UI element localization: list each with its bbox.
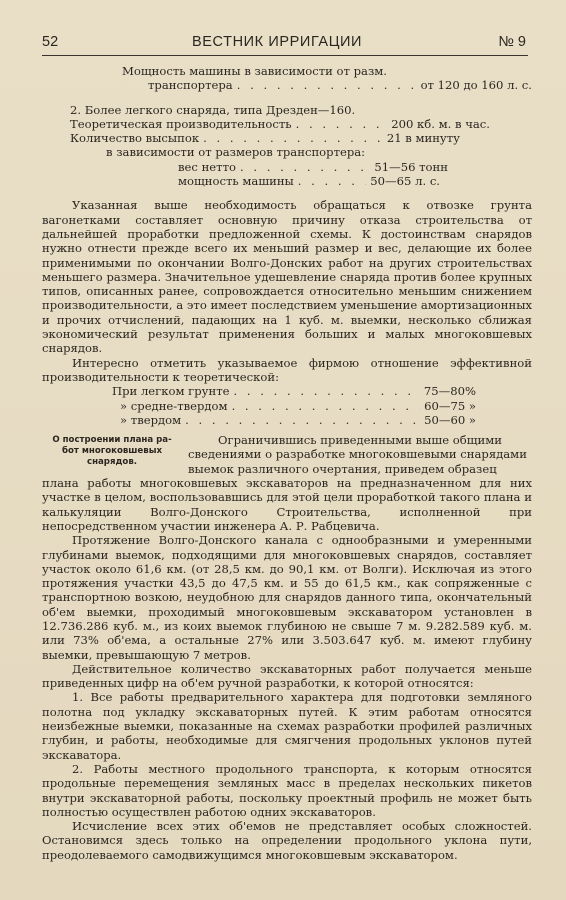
item2-row-2 — [42, 131, 460, 145]
intro-line-1: Мощность машины в зависимости от разм. — [122, 64, 387, 78]
article-body — [42, 64, 532, 862]
efficiency-row3-value: 50—60 » — [424, 412, 476, 427]
efficiency-row1-label: При легком грунте — [112, 384, 230, 399]
paragraph-3: плана работы многоковшевых экскаваторов на предназначенном для них участке в целом, воспользовавшись для этой цели проработкой такого плана и калькуляции Волго-Донского Строительства, исполненной при непосредственном участии инженера А. Р. Рабцевича. — [42, 476, 532, 533]
page-number: 52 — [42, 34, 59, 50]
para3-line-2: сведениями о разработке многоковшевыми снарядами — [188, 447, 527, 462]
sidenote-line-1: О построении плана ра- — [52, 435, 172, 446]
efficiency-row2-label: » средне-твердом — [120, 398, 228, 413]
item2-row4-value: 51—56 тонн — [374, 159, 448, 174]
leader-dots — [185, 413, 420, 427]
paragraph-1: Указанная выше необходимость обращаться к отвозке грунта вагонетками составляет основную причину отказа строительства от дальнейшей проработки предложенной схемы. К достоинствам снарядов нужно отнести прежде всего их меньший размер и вес, делающие их более применимыми по окончании Волго-Донских работ на других строительствах меньшего размера. Значительное удешевление снаряда против более крупных типов, описанных ранее, сопровождается относительно меньшим снижением производительности, а это имеет последствием уменьшение амортизационных и прочих отчислений, падающих на 1 куб. м. выемки, несколько сближая экономический результат применения больших и малых многоковшевых снарядов. — [42, 198, 532, 356]
intro-label: транспортера — [148, 78, 233, 93]
paragraph-4: Протяжение Волго-Донского канала с однообразными и умеренными глубинами выемок, подходящими для многоковшевых снарядов, составляет участок около 61,6 км. (от 28,5 км. до 90,1 км. от Волги). Исключая из этого протяжения участки 43,5 до 47,5 км. и 55 до 61,5 км., как сопряженные с транспортною возкою, неудобною для снарядов данного типа, окончательный об'ем выемки, проходимый многоковшевым экскаватором установлен в 12.736.286 куб. м., из коих выемок глубиною не свыше 7 м. 9.282.589 куб. м. или 73% об'ема, а остальные 27% или 3.503.647 куб. м. имеют глубину выемки, превышающую 7 метров. — [42, 533, 532, 662]
efficiency-row-3 — [42, 413, 476, 427]
item2-row1-value: 200 кб. м. в час. — [391, 116, 490, 131]
paragraph-6: 1. Все работы предварительного характера для подготовки земляного полотна под укладку экскаваторных путей. К этим работам относятся неизбежные выемки, показанные на схемах разработки профилей различных глубин, и работы, необходимые для смягчения продольных уклонов путей экскаватора. — [42, 690, 532, 762]
running-header — [42, 34, 526, 54]
header-rule — [42, 55, 528, 56]
efficiency-row-1 — [42, 384, 476, 398]
leader-dots — [232, 399, 421, 413]
leader-dots — [296, 117, 388, 131]
intro-value: от 120 до 160 л. с. — [420, 78, 532, 93]
issue-number: № 9 — [498, 34, 526, 50]
item2-row1-label: Теоретическая производительность — [70, 116, 292, 131]
item2-row-5 — [42, 174, 440, 188]
margin-heading — [42, 435, 182, 468]
leader-dots — [203, 131, 383, 145]
efficiency-row-2 — [42, 399, 476, 413]
paragraph-2: Интересно отметить указываемое фирмою отношение эффективной производительности к теоретической: — [42, 355, 532, 384]
sidenote-line-3: снарядов. — [86, 457, 138, 468]
leader-dots — [237, 78, 417, 92]
para3-line-3: выемок различного очертания, приведем образец — [188, 461, 497, 476]
item2-row2-value: 21 в минуту — [386, 131, 460, 146]
paragraph-7: 2. Работы местного продольного транспорта, к которым относятся продольные перемещения земляных масс в пределах нескольких пикетов внутри экскаваторной работы, поскольку проектный профиль не может быть полностью осуществлен работою одних экскаваторов. — [42, 761, 532, 819]
efficiency-row3-label: » твердом — [120, 412, 182, 427]
item2-row5-label: мощность машины — [178, 174, 294, 189]
item2-row-4 — [42, 160, 448, 174]
efficiency-row2-value: 60—75 » — [424, 398, 476, 413]
intro-line-2 — [42, 78, 532, 92]
paragraph-8: Исчисление всех этих об'емов не представляет особых сложностей. Остановимся здесь только на определении продольного уклона пути, преодолеваемого самодвижущимся многоковшевым экскаватором. — [42, 819, 532, 862]
journal-title: ВЕСТНИК ИРРИГАЦИИ — [192, 34, 363, 50]
leader-dots — [298, 174, 367, 188]
item2-row-1 — [42, 117, 490, 131]
para3-line-1: Ограничившись приведенными выше общими — [218, 433, 502, 448]
efficiency-row1-value: 75—80% — [423, 384, 476, 399]
leader-dots — [234, 384, 420, 398]
item2-row5-value: 50—65 л. с. — [370, 174, 440, 189]
item2-title: 2. Более легкого снаряда, типа Дрезден—160. — [70, 102, 356, 117]
leader-dots — [240, 160, 370, 174]
item2-row-3: в зависимости от размеров транспортера: — [106, 145, 366, 160]
section-with-sidenote — [42, 433, 532, 476]
item2-row4-label: вес нетто — [178, 159, 236, 174]
paragraph-5: Действительное количество экскаваторных работ получается меньше приведенных цифр на об'ем ручной разработки, к которой относятся: — [42, 661, 532, 691]
item2-row2-label: Количество высыпок — [70, 131, 200, 146]
sidenote-line-2: бот многоковшевых — [61, 446, 163, 457]
